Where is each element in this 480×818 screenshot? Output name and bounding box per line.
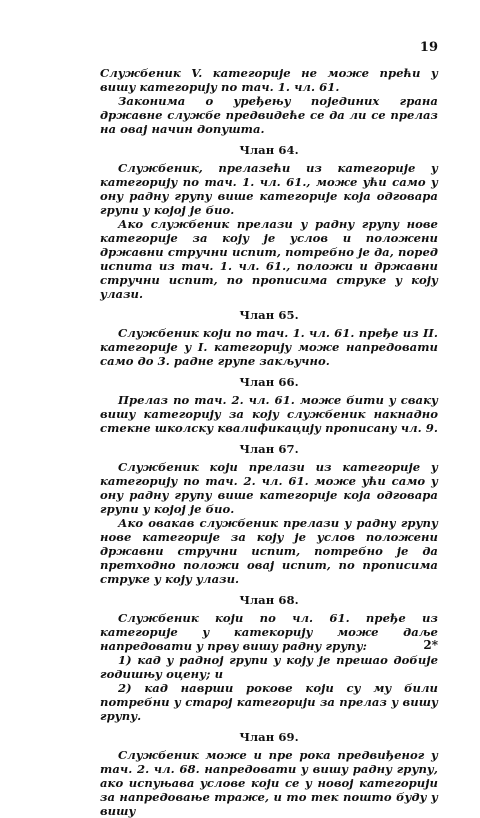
article-heading: Члан 66. [239,375,299,389]
article-heading: Члан 65. [239,308,299,322]
paragraph: Ако службеник прелази у радну групу нове категорије за коју је услов и положени државни стручни испит, потребно је да, поред испита из тач. 1. чл. 61., положи и државни стручни испит, по прописима струке у коју улази. [100,217,438,301]
page-number: 19 [419,40,438,55]
paragraph: Ако овакав службеник прелази у радну групу нове категорије за коју је услов положени државни стручни испит, потребно је да претходно положи овај испит, по прописима струке у коју улази. [100,516,438,586]
article-heading: Члан 68. [239,593,299,607]
article-heading: Члан 69. [239,730,299,744]
paragraph: Службеник V. категорије не може прећи у вишу категорију по тач. 1. чл. 61. [100,66,438,94]
paragraph: 2) кад наврши рокове који су му били потребни у старој категорији за прелаз у вишу групу. [100,681,438,723]
document-body [100,66,438,818]
paragraph: Прелаз по тач. 2. чл. 61. може бити у сваку вишу категорију за коју службеник накнадно стекне школску квалификацију прописану чл. 9. [100,393,438,435]
paragraph: Службеник који по чл. 61. пређе из категорије у катекорију може даље напредовати у прву вишу радну групу: [100,611,438,653]
paragraph: Службеник који прелази из категорије у категорију по тач. 2. чл. 61. може ући само у ону радну групу више категорије која одговара групи у којој је био. [100,460,438,516]
article-heading: Члан 64. [239,143,299,157]
paragraph: Службеник може и пре рока предвиђеног у тач. 2. чл. 68. напредовати у вишу радну групу, ако испуњава услове који се у новој категорији за напредовање траже, и то тек пошто буду у вишу [100,748,438,818]
paragraph: 1) кад у радној групи у коју је прешао добије годишњу оцену; и [100,653,438,681]
paragraph: Законима о уређењу појединих грана државне службе предвидеће се да ли се прелаз на овај начин допушта. [100,94,438,136]
article-heading: Члан 67. [239,442,299,456]
paragraph: Службеник, прелазећи из категорије у категорију по тач. 1. чл. 61., може ући само у ону радну групу више категорије која одговара групи у којој је био. [100,161,438,217]
sheet-signature: 2* [423,638,438,652]
paragraph: Службеник који по тач. 1. чл. 61. пређе из II. категорије у I. категорију може напредовати само до 3. радне групе закључно. [100,326,438,368]
